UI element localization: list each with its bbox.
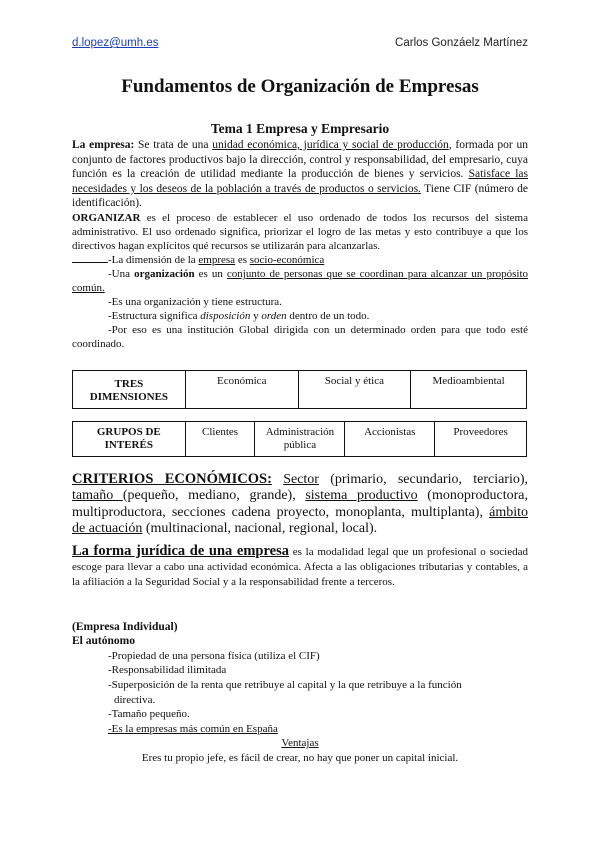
- table-cell: Social y ética: [298, 371, 411, 409]
- individual-heading: (Empresa Individual): [72, 621, 178, 633]
- table-cell: Proveedores: [435, 422, 527, 457]
- dimensions-table: [72, 370, 527, 409]
- forma-juridica: La forma jurídica de una empresa es la modalidad legal que un profesional o sociedad escoge para llevar a cabo una actividad económica. Afecta a las obligaciones tributarias y contables, a la afiliación a la Seguridad Social y a la responsabilidad frente a terceros.: [72, 543, 528, 588]
- criterios-economicos: CRITERIOS ECONÓMICOS: Sector (primario, secundario, terciario), tamaño (pequeño, mediano, grande), sistema productivo (monoproductora, multiproductora, secciones cadena proyecto, monoplanta, multiplanta), ámbito de actuación (multinacional, nacional, regional, local).: [72, 471, 529, 537]
- table-cell: Accionistas: [345, 422, 435, 457]
- list-item: -Por eso es una institución Global dirigida con un determinado orden para que todo esté coordinado.: [72, 324, 528, 350]
- list-item: directiva.: [114, 693, 156, 706]
- dimensions-head: TRES DIMENSIONES: [73, 371, 186, 409]
- section-title: Tema 1 Empresa y Empresario: [210, 121, 390, 136]
- list-item: -Es la empresas más común en España: [108, 722, 278, 735]
- author-name: Carlos Gonzáelz Martínez: [395, 37, 528, 49]
- table-cell: Clientes: [185, 422, 255, 457]
- document-title: Fundamentos de Organización de Empresas: [121, 76, 479, 97]
- groups-table: [72, 421, 527, 457]
- ventajas-heading: Ventajas: [281, 737, 319, 750]
- list-item: -Estructura significa disposición y orden dentro de un todo.: [108, 310, 370, 322]
- empresa-individual-section: [72, 620, 528, 766]
- table-cell: Económica: [185, 371, 298, 409]
- author-email-link[interactable]: d.lopez@umh.es: [72, 37, 159, 49]
- autonomo-heading: El autónomo: [72, 635, 135, 648]
- organizar-lead: ORGANIZAR: [72, 212, 141, 224]
- empresa-lead: La empresa:: [72, 139, 135, 151]
- list-item: -Propiedad de una persona física (utiliza el CIF): [108, 649, 320, 662]
- list-item: -Tamaño pequeño.: [108, 708, 190, 721]
- dimension-line: -La dimensión de la empresa es socio-económica: [72, 253, 528, 267]
- forma-heading: La forma jurídica de una empresa: [72, 543, 289, 559]
- table-cell: Administración pública: [255, 422, 345, 457]
- list-item: -Es una organización y tiene estructura.: [108, 296, 282, 308]
- table-cell: Medioambiental: [411, 371, 527, 409]
- list-item: -Superposición de la renta que retribuye al capital y la que retribuye a la función: [108, 679, 462, 691]
- empresa-definition: La empresa: Se trata de una unidad económica, jurídica y social de producción, formada por un conjunto de factores productivos bajo la dirección, control y responsabilidad, del empresario, cuya función es la creación de utilidad mediante la producción de bienes y servicios. Satisface las necesidades y los deseos de la población a través de productos o servicios. Tiene CIF (número de identificación).: [72, 139, 528, 210]
- ventajas-text: Eres tu propio jefe, es fácil de crear, no hay que poner un capital inicial.: [141, 751, 459, 764]
- criterios-heading: CRITERIOS ECONÓMICOS:: [72, 471, 272, 487]
- groups-head: GRUPOS DE INTERÉS: [73, 422, 186, 457]
- organizacion-line: -Una organización es un conjunto de personas que se coordinan para alcanzar un propósito común.: [72, 268, 528, 294]
- organizar-definition: ORGANIZAR es el proceso de establecer el uso ordenado de todos los recursos del sistema administrativo. El uso ordenado significa, priorizar el logro de las metas y esto contribuye a que los directivos hagan explícitos qué recursos se utilizarán para alcanzarlas. -La dimensión de la empresa es socio-económica -Una organización es un conjunto de personas que se coordinan para alcanzar un propósito común. -Es una organización y tiene estructura. -Estructura significa disposición y orden dentro de un todo. -Por eso es una institución Global dirigida con un determinado orden para que todo esté coordinado.: [72, 212, 528, 350]
- list-item: -Responsabilidad ilimitada: [108, 664, 227, 677]
